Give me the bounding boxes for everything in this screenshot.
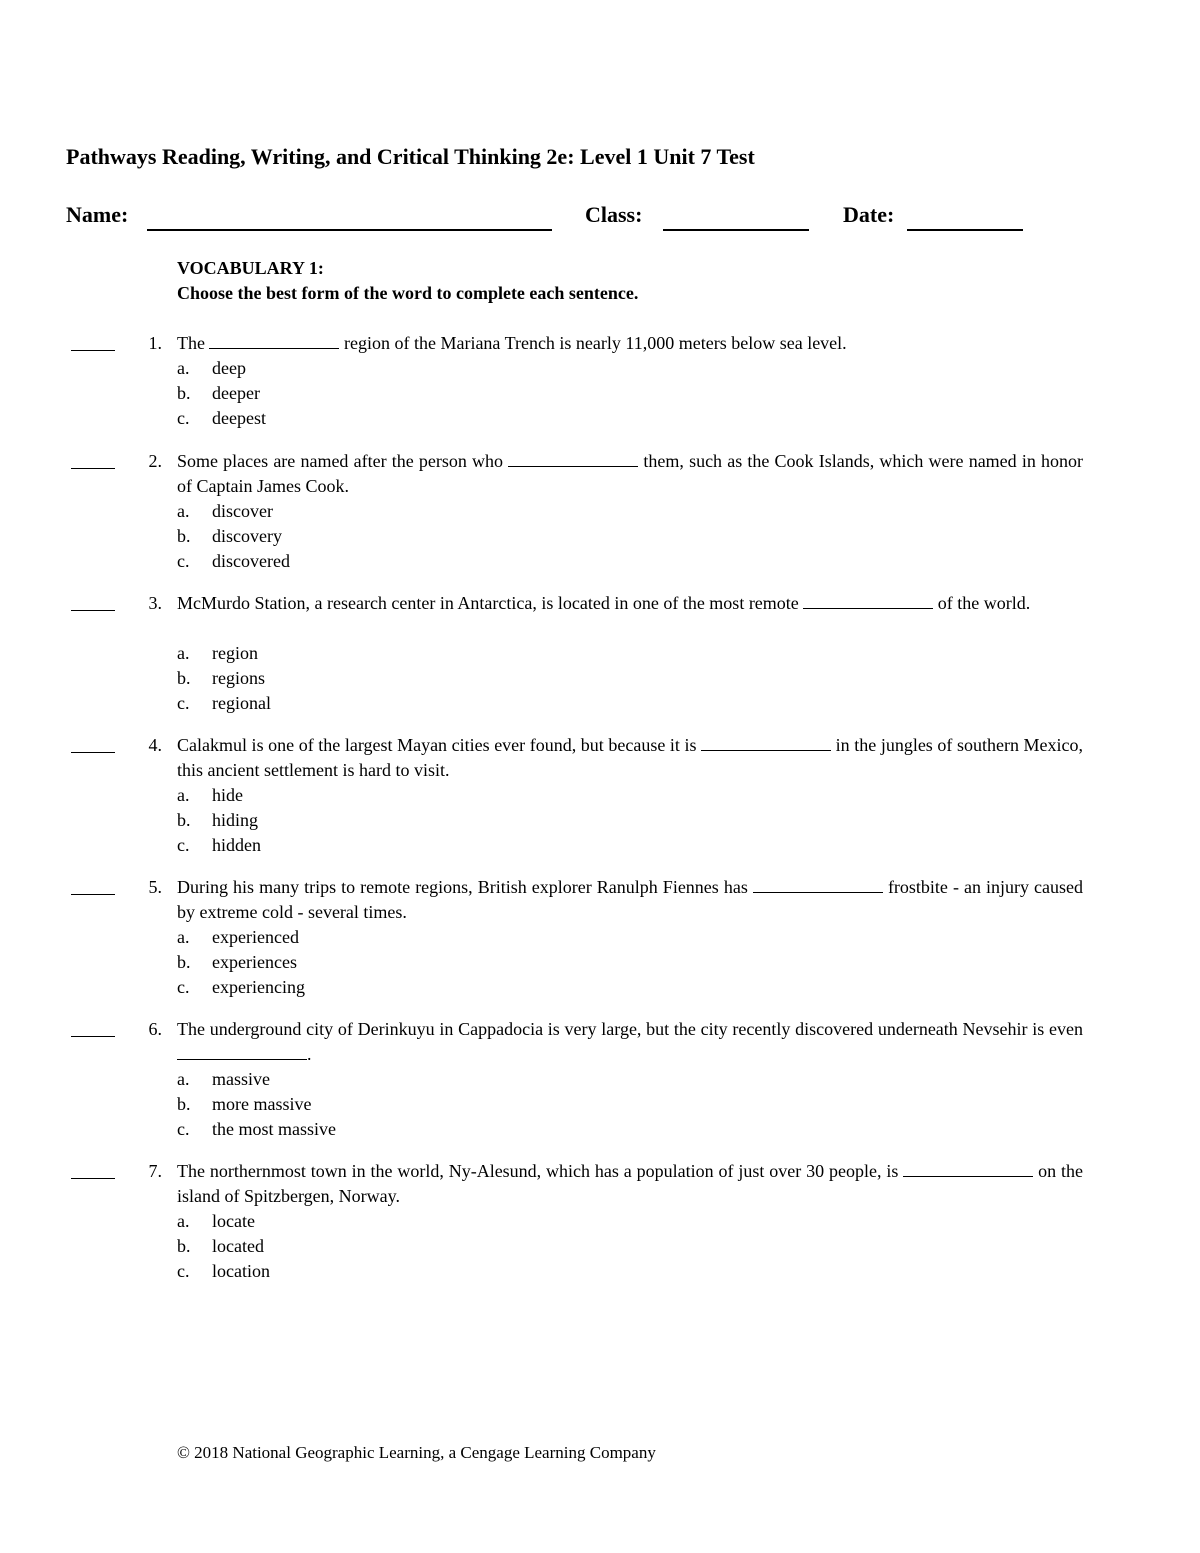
option-letter: b. — [177, 526, 191, 546]
fill-in-blank — [508, 449, 638, 467]
question-number: 7. — [148, 1161, 162, 1181]
option-text: hide — [212, 785, 243, 805]
question-number: 6. — [148, 1019, 162, 1039]
stem-text-after: in the jungles of southern Mexico, this ancient settlement is hard to visit. — [177, 735, 1084, 780]
option-letter: c. — [177, 977, 190, 997]
option-text: regions — [212, 668, 265, 688]
answer-blank[interactable] — [71, 1178, 115, 1179]
answer-blank[interactable] — [71, 1036, 115, 1037]
option-text: experiences — [212, 952, 297, 972]
option-letter: a. — [177, 785, 190, 805]
question-stem — [177, 449, 1083, 499]
date-label: Date: — [843, 202, 895, 227]
copyright-footer: © 2018 National Geographic Learning, a Cengage Learning Company — [177, 1443, 656, 1462]
fill-in-blank — [209, 331, 339, 349]
option-text: discovery — [212, 526, 282, 546]
stem-text-after: them, such as the Cook Islands, which were named in honor of Captain James Cook. — [177, 451, 1084, 496]
question-stem — [177, 591, 1083, 616]
question-stem — [177, 875, 1083, 925]
option-text: discovered — [212, 551, 290, 571]
class-label: Class: — [585, 202, 643, 227]
option-text: hidden — [212, 835, 261, 855]
option-letter: b. — [177, 810, 191, 830]
question-stem — [177, 733, 1083, 783]
stem-text-before: The underground city of Derinkuyu in Cappadocia is very large, but the city recently discovered underneath Nevsehir is even — [177, 1019, 1083, 1039]
question-stem — [177, 1159, 1083, 1209]
stem-text-before: McMurdo Station, a research center in Antarctica, is located in one of the most remote — [177, 593, 799, 613]
class-field[interactable] — [663, 229, 809, 231]
fill-in-blank — [177, 1042, 307, 1060]
option-letter: b. — [177, 952, 191, 972]
stem-text-before: The — [177, 333, 205, 353]
option-letter: c. — [177, 835, 190, 855]
option-letter: c. — [177, 551, 190, 571]
question-number: 2. — [148, 451, 162, 471]
stem-text-after: of the world. — [937, 593, 1031, 613]
option-text: deepest — [212, 408, 266, 428]
option-letter: a. — [177, 643, 190, 663]
stem-text-after: frostbite - an injury caused by extreme cold - several times. — [177, 877, 1084, 922]
option-text: located — [212, 1236, 264, 1256]
option-letter: a. — [177, 927, 190, 947]
question-stem — [177, 1017, 1083, 1067]
option-letter: c. — [177, 693, 190, 713]
stem-text-before: The northernmost town in the world, Ny-Alesund, which has a population of just over 30 people, is — [177, 1161, 899, 1181]
section-instructions: Choose the best form of the word to complete each sentence. — [177, 283, 639, 303]
option-letter: b. — [177, 1236, 191, 1256]
option-text: experiencing — [212, 977, 305, 997]
option-text: deep — [212, 358, 246, 378]
option-letter: b. — [177, 1094, 191, 1114]
fill-in-blank — [701, 733, 831, 751]
option-letter: c. — [177, 408, 190, 428]
stem-text-before: During his many trips to remote regions, British explorer Ranulph Fiennes has — [177, 877, 748, 897]
question-stem — [177, 331, 1083, 356]
option-letter: a. — [177, 501, 190, 521]
student-info-header — [66, 202, 1066, 234]
stem-text-after: on the island of Spitzbergen, Norway. — [177, 1161, 1083, 1206]
answer-blank[interactable] — [71, 610, 115, 611]
option-text: location — [212, 1261, 270, 1281]
answer-blank[interactable] — [71, 894, 115, 895]
option-letter: b. — [177, 383, 191, 403]
question-number: 1. — [148, 333, 162, 353]
date-field[interactable] — [907, 229, 1023, 231]
option-letter: b. — [177, 668, 191, 688]
option-text: massive — [212, 1069, 270, 1089]
name-field[interactable] — [147, 229, 552, 231]
answer-blank[interactable] — [71, 350, 115, 351]
question-number: 3. — [148, 593, 162, 613]
option-text: deeper — [212, 383, 260, 403]
document-title: Pathways Reading, Writing, and Critical Thinking 2e: Level 1 Unit 7 Test — [66, 144, 755, 169]
stem-text-after: . — [307, 1044, 312, 1064]
stem-text-before: Some places are named after the person who — [177, 451, 504, 471]
option-text: locate — [212, 1211, 255, 1231]
stem-text-before: Calakmul is one of the largest Mayan cities ever found, but because it is — [177, 735, 697, 755]
option-text: discover — [212, 501, 273, 521]
name-label: Name: — [66, 202, 129, 227]
option-text: more massive — [212, 1094, 312, 1114]
option-letter: c. — [177, 1261, 190, 1281]
fill-in-blank — [803, 591, 933, 609]
question-number: 5. — [148, 877, 162, 897]
fill-in-blank — [903, 1159, 1033, 1177]
option-text: experienced — [212, 927, 299, 947]
option-text: hiding — [212, 810, 259, 830]
option-letter: a. — [177, 358, 190, 378]
option-letter: a. — [177, 1069, 190, 1089]
vocabulary-section-header — [177, 256, 638, 306]
stem-text-after: region of the Mariana Trench is nearly 11,000 meters below sea level. — [343, 333, 847, 353]
option-letter: a. — [177, 1211, 190, 1231]
question-number: 4. — [148, 735, 162, 755]
answer-blank[interactable] — [71, 468, 115, 469]
section-heading: VOCABULARY 1: — [177, 258, 324, 278]
option-text: the most massive — [212, 1119, 336, 1139]
option-text: regional — [212, 693, 271, 713]
fill-in-blank — [753, 875, 883, 893]
option-letter: c. — [177, 1119, 190, 1139]
answer-blank[interactable] — [71, 752, 115, 753]
option-text: region — [212, 643, 258, 663]
